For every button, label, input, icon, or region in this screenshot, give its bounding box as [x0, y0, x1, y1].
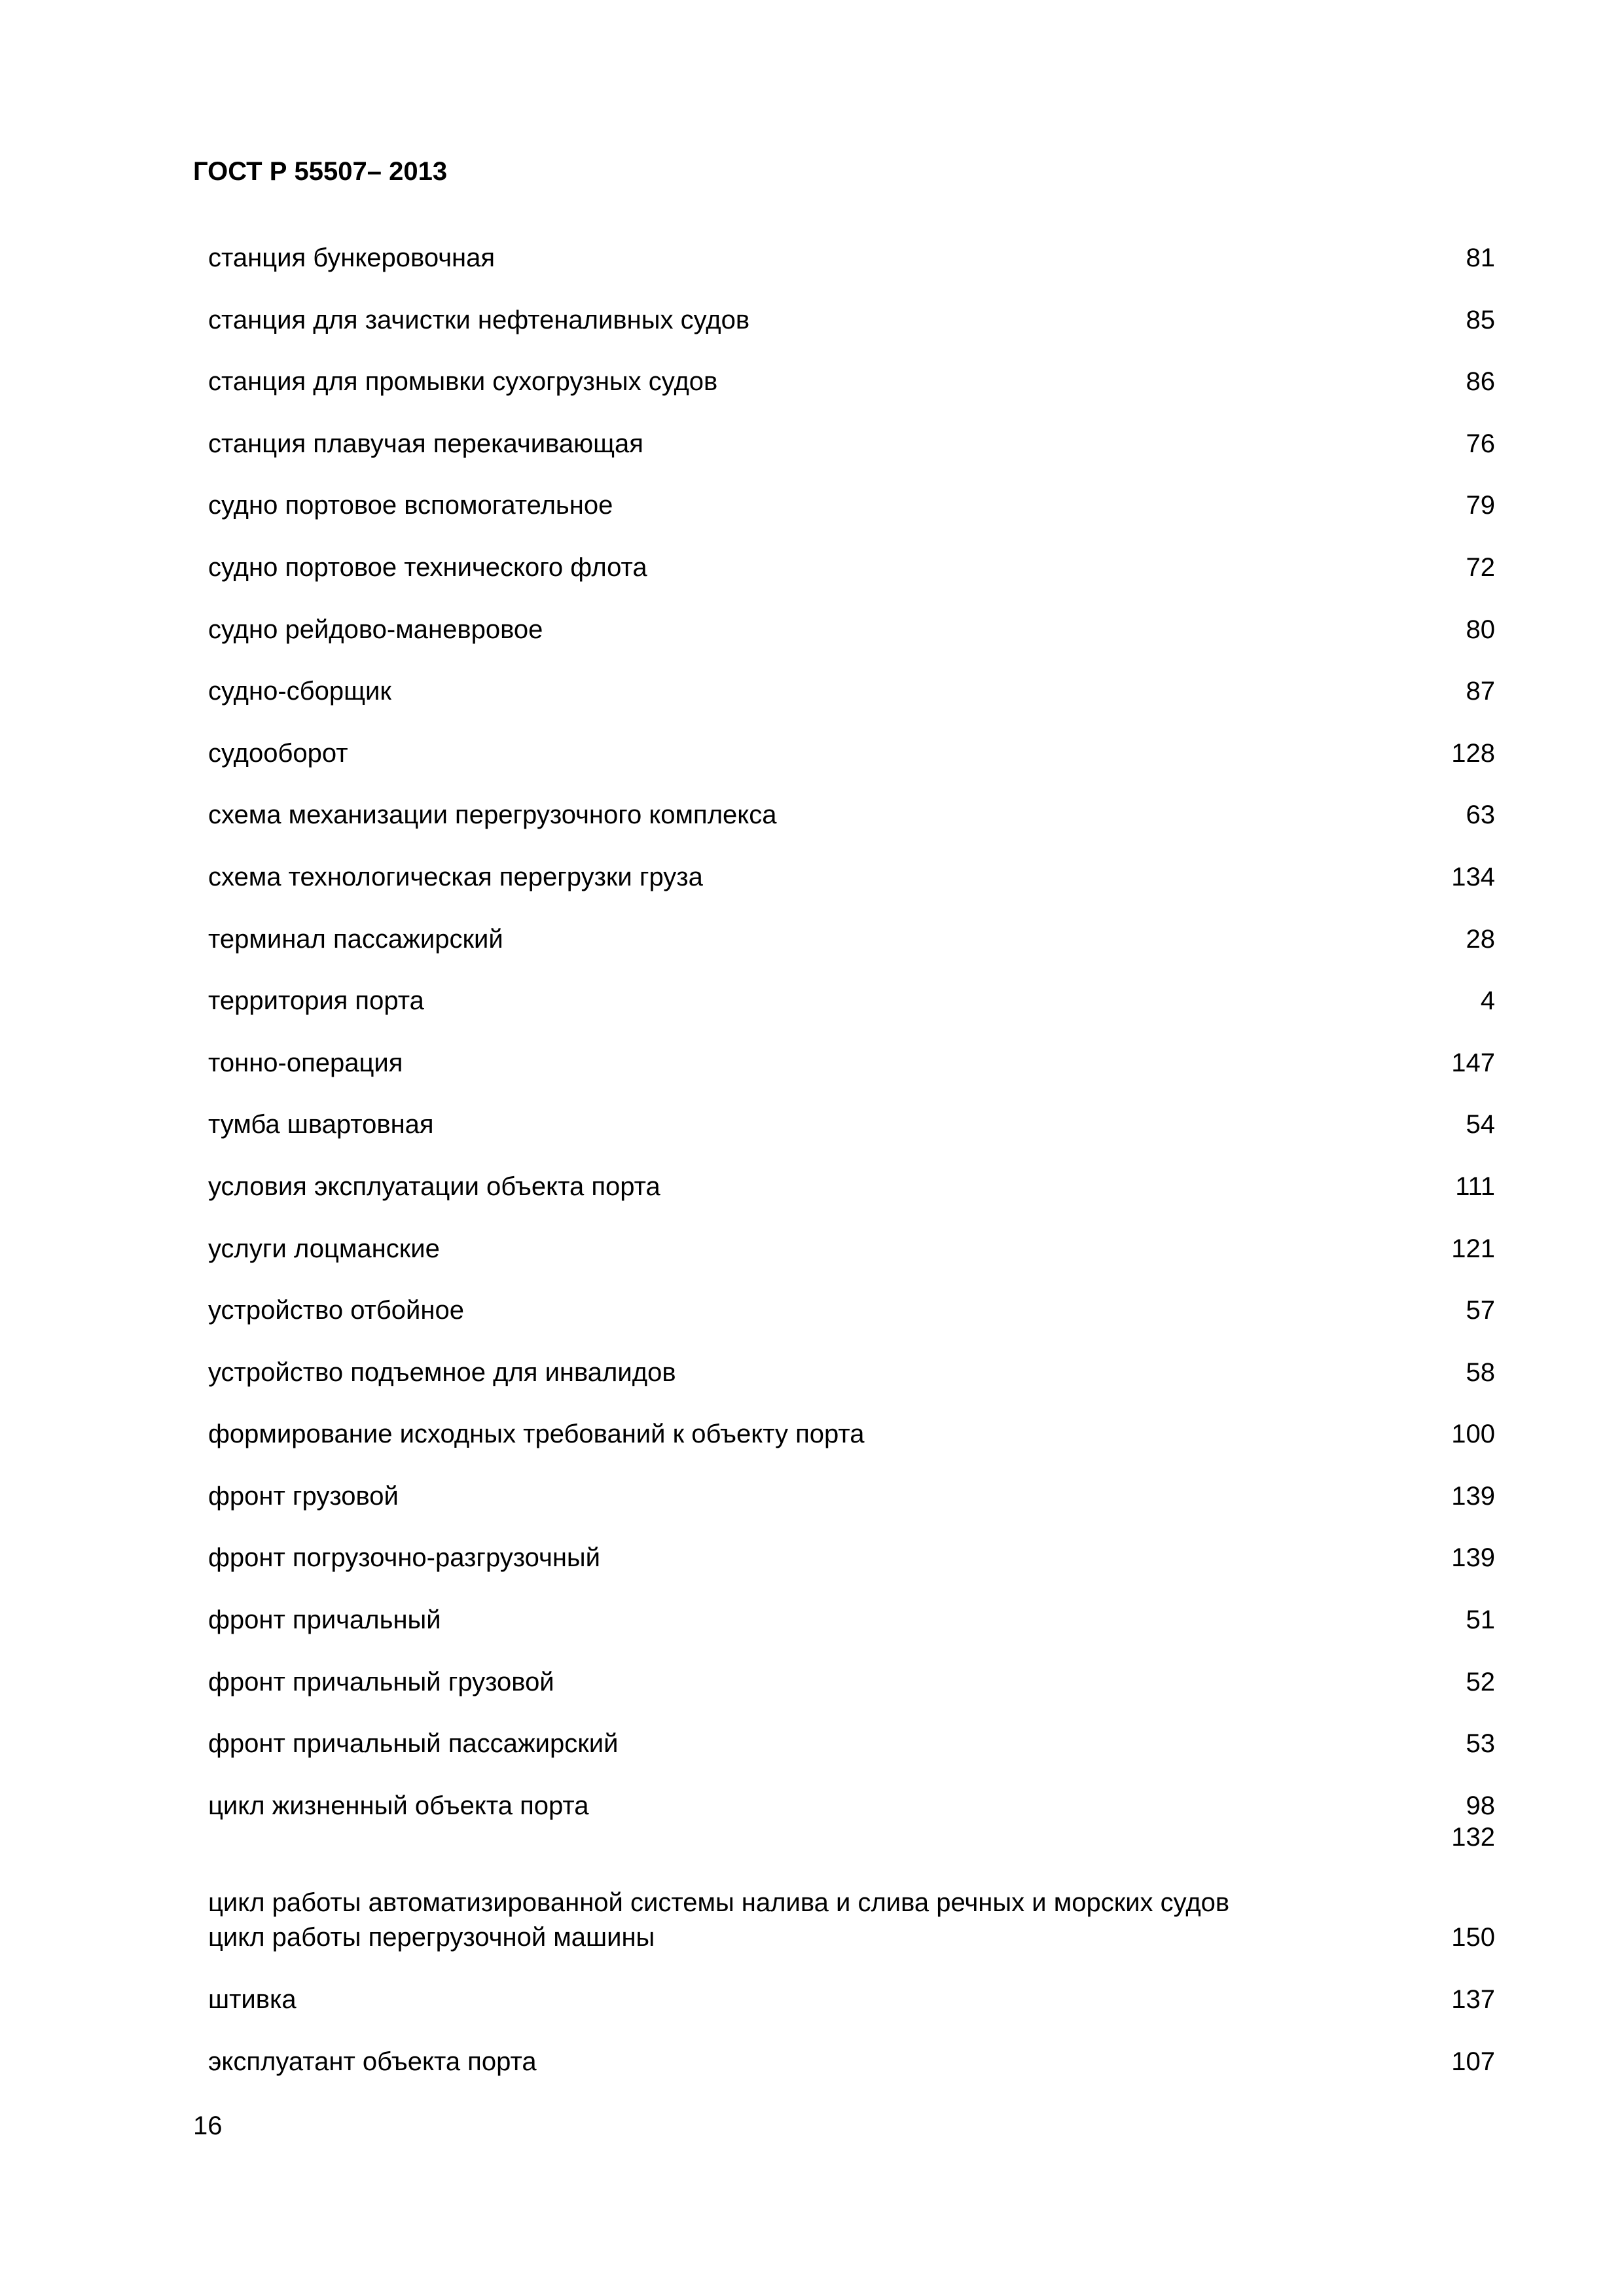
- index-term: фронт причальный: [208, 1605, 441, 1635]
- index-entry: [208, 1724, 1495, 1786]
- index-term: судно портовое вспомогательное: [208, 491, 613, 520]
- index-term: тумба швартовная: [208, 1110, 434, 1139]
- index-entry: [208, 300, 1495, 363]
- index-entry: [208, 238, 1495, 300]
- index-page-ref: 107: [1451, 2047, 1495, 2076]
- index-page-ref: 128: [1451, 738, 1495, 768]
- index-entry: [208, 610, 1495, 672]
- index-page-ref: 139: [1451, 1543, 1495, 1573]
- index-term: цикл жизненный объекта порта: [208, 1791, 589, 1820]
- index-entry: [208, 1105, 1495, 1167]
- index-entry: [208, 548, 1495, 610]
- index-term: фронт погрузочно-разгрузочный: [208, 1543, 601, 1573]
- index-entry: [208, 981, 1495, 1043]
- index-page-ref: 87: [1466, 677, 1495, 706]
- index-term: станция для промывки сухогрузных судов: [208, 367, 718, 397]
- index-term: условия эксплуатации объекта порта: [208, 1172, 660, 1201]
- index-term: станция бункеровочная: [208, 243, 496, 272]
- index-page-ref: 76: [1466, 429, 1495, 458]
- index-page-ref: 51: [1466, 1605, 1495, 1635]
- index-entry: [208, 1786, 1495, 1852]
- index-page-ref: 80: [1466, 615, 1495, 644]
- index-term: устройство отбойное: [208, 1296, 464, 1325]
- index-page-ref: 137: [1451, 1985, 1495, 2015]
- index-page-ref: 111: [1455, 1172, 1495, 1201]
- index-entry: [208, 1600, 1495, 1662]
- index-entry: [208, 362, 1495, 424]
- index-page-ref: 100: [1451, 1420, 1495, 1449]
- index-entry: [208, 424, 1495, 486]
- index-page-ref: 58: [1466, 1357, 1495, 1387]
- index-page-ref: 72: [1466, 552, 1495, 582]
- index-term: формирование исходных требований к объекту порта: [208, 1420, 865, 1449]
- index-term: фронт грузовой: [208, 1481, 399, 1511]
- index-entry: [208, 1414, 1495, 1477]
- index-term: станция для зачистки нефтеналивных судов: [208, 305, 750, 334]
- index-page-ref: 57: [1466, 1296, 1495, 1325]
- index-entry: [208, 486, 1495, 548]
- index-term: станция плавучая перекачивающая: [208, 429, 643, 458]
- index-page-ref: 121: [1451, 1234, 1495, 1263]
- index-term: схема механизации перегрузочного комплекса: [208, 800, 777, 830]
- index-page-ref-secondary: 132: [1451, 1822, 1495, 1852]
- index-entry: [208, 1662, 1495, 1725]
- index-page-ref: 54: [1466, 1110, 1495, 1139]
- index-page-ref: 150: [1451, 1923, 1495, 1952]
- index-term: эксплуатант объекта порта: [208, 2047, 537, 2076]
- index-term: услуги лоцманские: [208, 1234, 440, 1263]
- index-term: фронт причальный грузовой: [208, 1667, 554, 1696]
- index-entry: [208, 1167, 1495, 1229]
- index-term: тонно-операция: [208, 1048, 403, 1077]
- index-entry: [208, 1918, 1495, 1980]
- index-page-ref: 63: [1466, 800, 1495, 830]
- index-entry: [208, 1980, 1495, 2042]
- index-page-ref: 28: [1466, 924, 1495, 954]
- index-page-ref: 52: [1466, 1667, 1495, 1696]
- index-term: судно рейдово-маневровое: [208, 615, 543, 644]
- index-page-ref: 79: [1466, 491, 1495, 520]
- index-entry: [208, 734, 1495, 796]
- page-number: 16: [193, 2111, 223, 2140]
- index-entry: [208, 857, 1495, 920]
- index-page-ref-group: [1451, 1790, 1495, 1853]
- index-entry: [208, 1043, 1495, 1105]
- index-page-ref: 147: [1451, 1048, 1495, 1077]
- index-term: схема технологическая перегрузки груза: [208, 862, 703, 891]
- index-entry: [208, 1538, 1495, 1600]
- index-term: цикл работы автоматизированной системы налива и слива речных и морских судов: [208, 1888, 1230, 1918]
- document-title: ГОСТ Р 55507– 2013: [193, 157, 448, 186]
- index-entry: [208, 920, 1495, 982]
- index-entry: [208, 672, 1495, 734]
- index-page-ref: 53: [1466, 1729, 1495, 1759]
- index-term: устройство подъемное для инвалидов: [208, 1357, 676, 1387]
- index-entry: [208, 1229, 1495, 1291]
- subject-index-list: [208, 238, 1495, 2104]
- index-term: территория порта: [208, 986, 424, 1016]
- index-term: фронт причальный пассажирский: [208, 1729, 619, 1759]
- index-entry: [208, 1848, 1495, 1918]
- index-term: судооборот: [208, 738, 348, 768]
- index-entry: [208, 1291, 1495, 1353]
- index-page-ref: 134: [1451, 862, 1495, 891]
- index-page-ref: 85: [1466, 305, 1495, 334]
- index-term: цикл работы перегрузочной машины: [208, 1923, 655, 1952]
- index-page-ref: 81: [1466, 243, 1495, 272]
- index-term: штивка: [208, 1985, 297, 2015]
- index-entry: [208, 1353, 1495, 1415]
- index-page-ref: 139: [1451, 1481, 1495, 1511]
- index-page-ref: 98: [1466, 1791, 1495, 1820]
- index-entry: [208, 795, 1495, 857]
- index-term: судно портовое технического флота: [208, 552, 647, 582]
- index-entry: [208, 1477, 1495, 1539]
- index-entry: [208, 2042, 1495, 2104]
- index-term: судно-сборщик: [208, 677, 391, 706]
- index-page-ref: 86: [1466, 367, 1495, 397]
- index-term: терминал пассажирский: [208, 924, 503, 954]
- index-page-ref: 4: [1480, 986, 1495, 1016]
